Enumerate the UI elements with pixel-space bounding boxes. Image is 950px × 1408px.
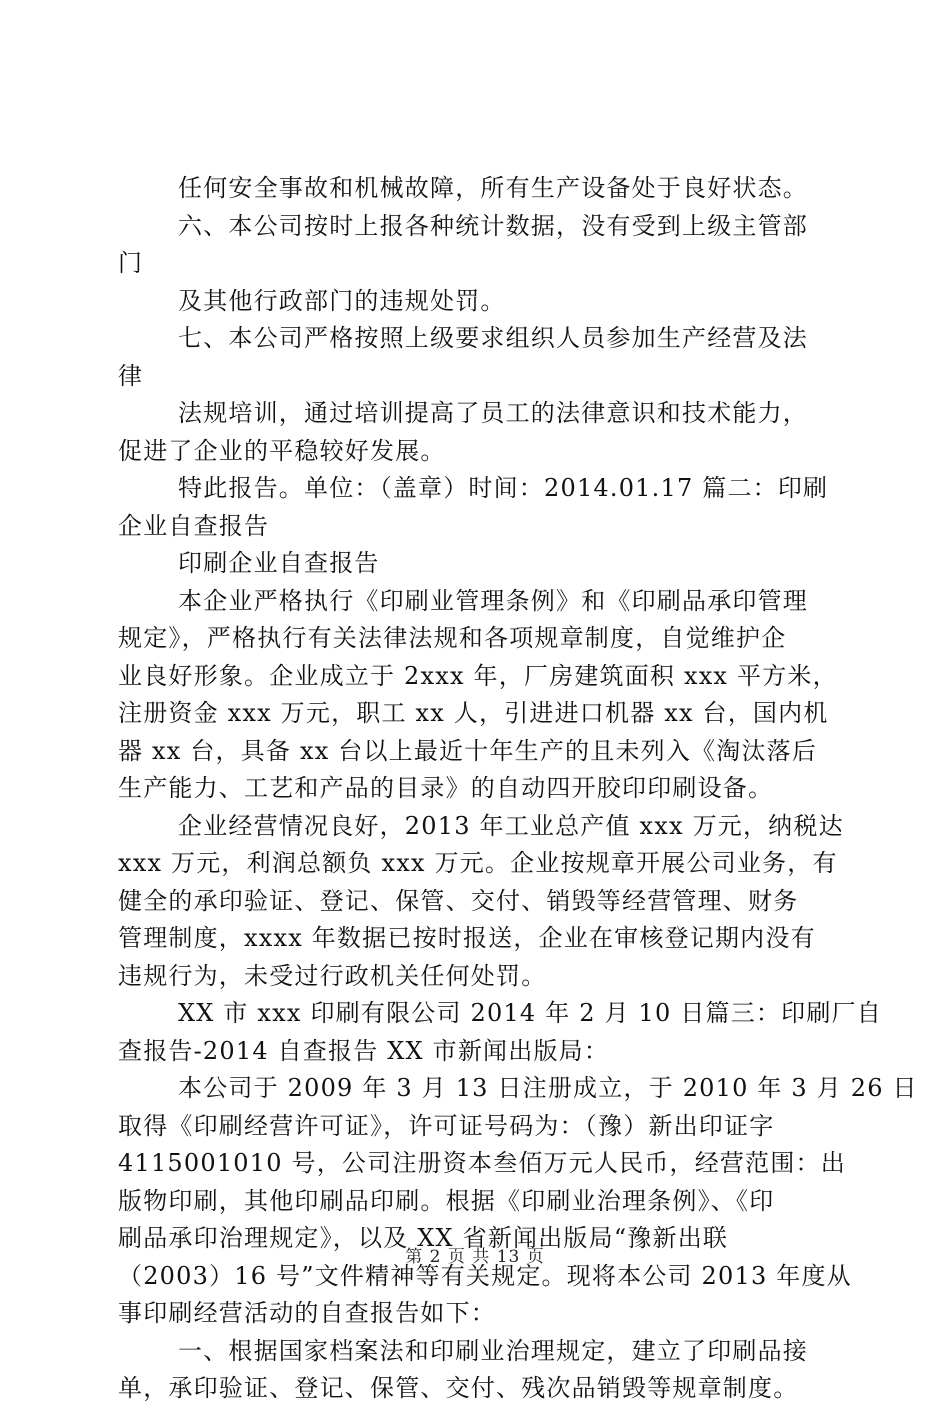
text-line: 版物印刷，其他印刷品印刷。根据《印刷业治理条例》、《印 xyxy=(118,1186,775,1215)
text-line: 违规行为，未受过行政机关任何处罚。 xyxy=(118,961,547,990)
text-line: xxx 万元，利润总额负 xxx 万元。企业按规章开展公司业务，有 xyxy=(118,849,838,877)
text-line: （2003）16 号”文件精神等有关规定。现将本公司 2013 年度从 xyxy=(118,1261,852,1290)
text-line: 促进了企业的平稳较好发展。 xyxy=(118,436,446,465)
text-line: 管理制度，xxxx 年数据已按时报送，企业在审核登记期内没有 xyxy=(118,924,816,952)
text-line: 本公司于 2009 年 3 月 13 日注册成立，于 2010 年 3 月 26 日 xyxy=(178,1074,918,1102)
text-line: 事印刷经营活动的自查报告如下： xyxy=(118,1299,496,1327)
text-line: 企业自查报告 xyxy=(118,511,270,540)
text-line: 及其他行政部门的违规处罚。 xyxy=(178,286,506,315)
text-line: 一、根据国家档案法和印刷业治理规定，建立了印刷品接 xyxy=(178,1336,808,1365)
text-line: 本企业严格执行《印刷业管理条例》和《印刷品承印管理 xyxy=(178,586,808,615)
text-line: 律 xyxy=(118,361,144,390)
text-line: 六、本公司按时上报各种统计数据，没有受到上级主管部 xyxy=(178,211,808,240)
text-line: 七、本公司严格按照上级要求组织人员参加生产经营及法 xyxy=(178,324,808,352)
text-line: 门 xyxy=(118,249,144,277)
text-line: 法规培训，通过培训提高了员工的法律意识和技术能力， xyxy=(178,399,808,427)
text-line: 任何安全事故和机械故障，所有生产设备处于良好状态。 xyxy=(178,174,808,202)
text-line: 特此报告。单位：（盖章）时间：2014.01.17 篇二：印刷 xyxy=(178,474,829,502)
text-line: 企业经营情况良好，2013 年工业总产值 xxx 万元，纳税达 xyxy=(178,811,844,840)
text-line: 规定》，严格执行有关法律法规和各项规章制度，自觉维护企 xyxy=(118,624,787,652)
text-line: 单，承印验证、登记、保管、交付、残次品销毁等规章制度。 xyxy=(118,1374,799,1402)
text-line: 印刷企业自查报告 xyxy=(178,549,380,577)
page-footer: 第 2 页 共 13 页 xyxy=(405,1247,545,1267)
text-line: 器 xx 台，具备 xx 台以上最近十年生产的且未列入《淘汰落后 xyxy=(118,736,818,765)
text-line: 注册资金 xxx 万元，职工 xx 人，引进进口机器 xx 台，国内机 xyxy=(118,699,829,727)
text-line: XX 市 xxx 印刷有限公司 2014 年 2 月 10 日篇三：印刷厂自 xyxy=(178,999,882,1027)
text-line: 4115001010 号，公司注册资本叁佰万元人民币，经营范围：出 xyxy=(118,1149,846,1177)
text-line: 查报告-2014 自查报告 XX 市新闻出版局： xyxy=(118,1036,610,1065)
text-line: 健全的承印验证、登记、保管、交付、销毁等经营管理、财务 xyxy=(118,886,799,915)
document-body xyxy=(118,170,918,1408)
text-line: 取得《印刷经营许可证》，许可证号码为：（豫）新出印证字 xyxy=(118,1111,775,1140)
text-line: 业良好形象。企业成立于 2xxx 年，厂房建筑面积 xxx 平方米， xyxy=(118,661,838,690)
text-line: 刷品承印治理规定》，以及 XX 省新闻出版局“豫新出联 xyxy=(118,1224,729,1252)
text-line: 生产能力、工艺和产品的目录》的自动四开胶印印刷设备。 xyxy=(118,774,774,802)
